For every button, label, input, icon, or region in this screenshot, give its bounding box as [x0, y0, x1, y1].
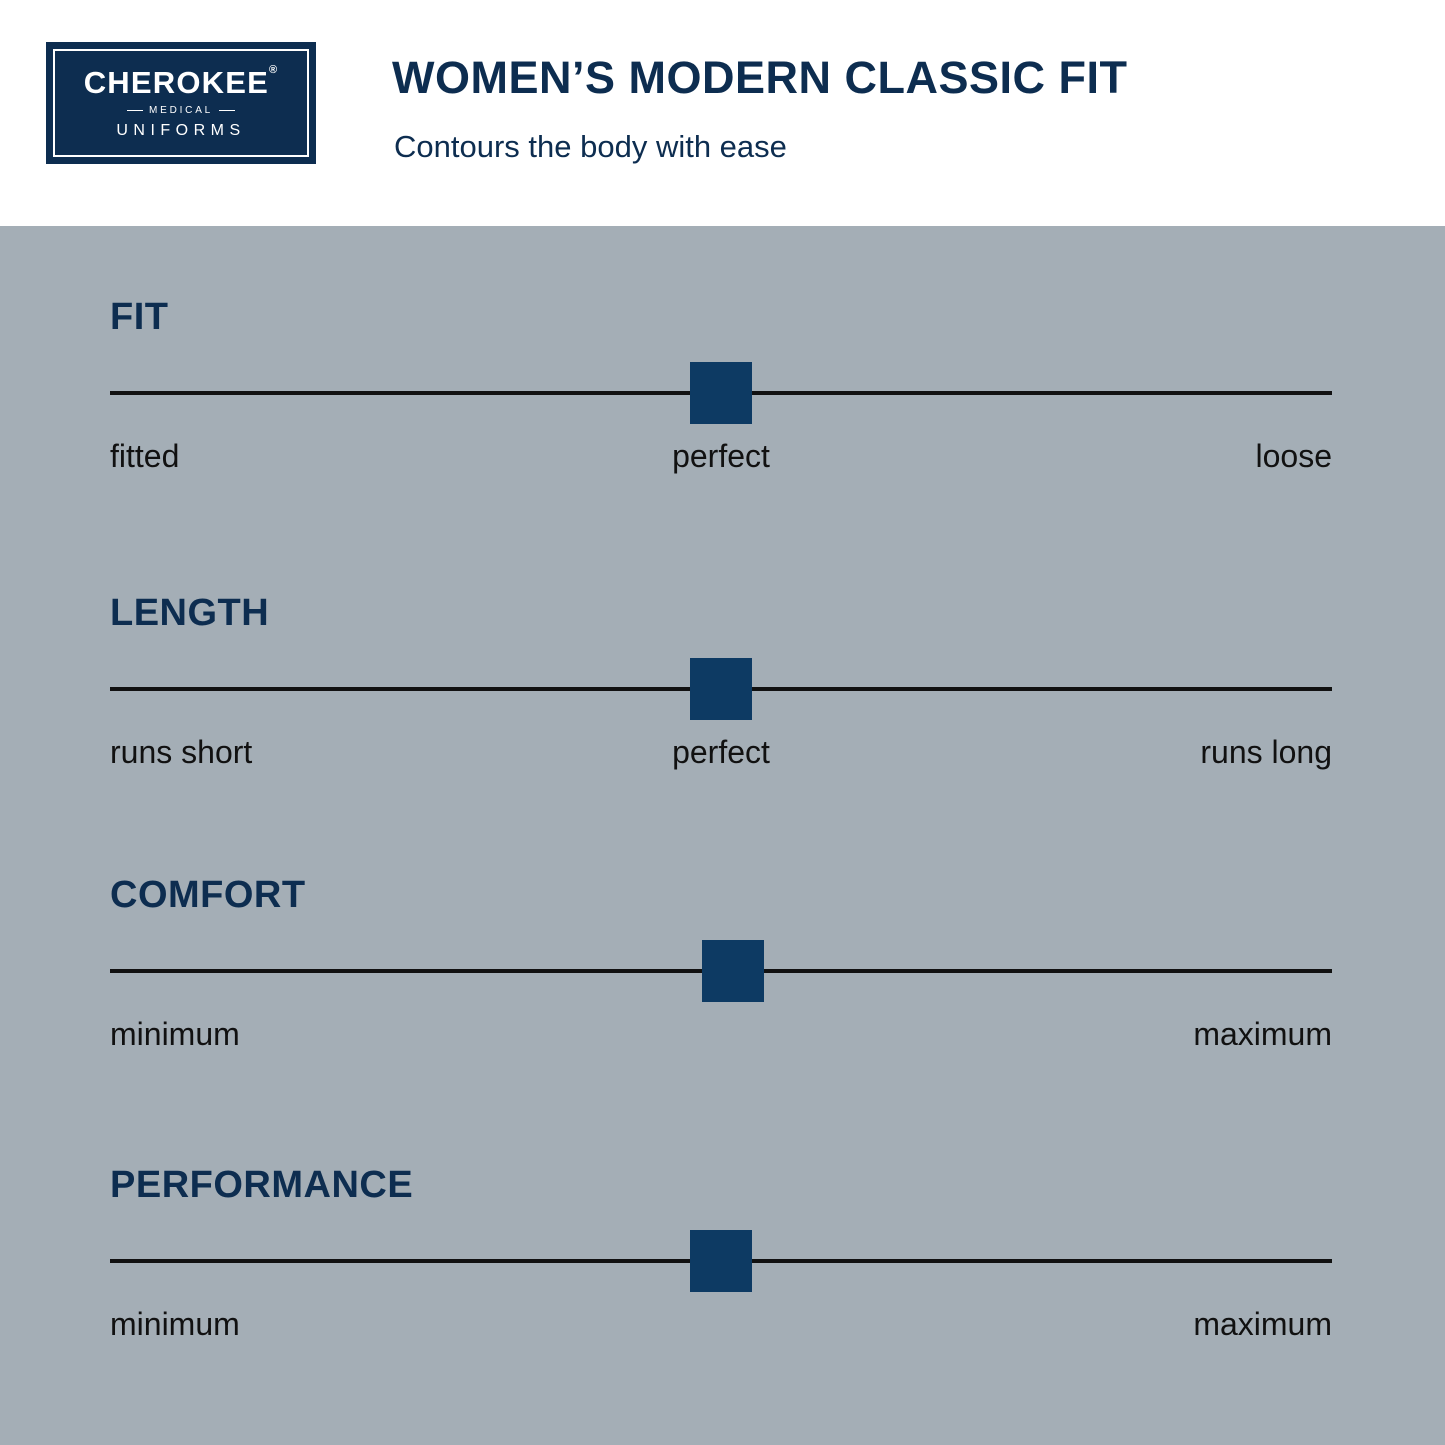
- brand-name-text: CHEROKEE: [83, 64, 269, 100]
- scale-comfort-track-wrap: [110, 940, 1332, 1002]
- scale-performance-tick-left: minimum: [110, 1306, 240, 1342]
- scale-performance-ticks: [110, 1306, 1332, 1350]
- scale-comfort-tick-right: maximum: [1193, 1016, 1332, 1052]
- registered-mark: ®: [268, 64, 279, 77]
- scale-performance-tick-right: maximum: [1193, 1306, 1332, 1342]
- scale-comfort-tick-left: minimum: [110, 1016, 240, 1052]
- scale-length: [110, 594, 1332, 778]
- scale-fit-tick-center: perfect: [672, 438, 770, 474]
- scale-performance-track-wrap: [110, 1230, 1332, 1292]
- scale-performance-label: PERFORMANCE: [110, 1164, 414, 1206]
- scale-length-marker[interactable]: [690, 658, 752, 720]
- fit-scales-panel: [0, 226, 1445, 1445]
- scale-comfort-marker[interactable]: [702, 940, 764, 1002]
- scale-length-ticks: [110, 734, 1332, 778]
- brand-logo: [46, 42, 316, 164]
- scale-length-track-wrap: [110, 658, 1332, 720]
- brand-name: [83, 64, 279, 100]
- brand-tagline-medical-text: MEDICAL: [148, 104, 214, 116]
- scale-fit: [110, 298, 1332, 482]
- brand-tagline-uniforms: UNIFORMS: [116, 121, 246, 139]
- page-title: WOMEN’S MODERN CLASSIC FIT: [392, 52, 1128, 103]
- scale-performance: [110, 1166, 1332, 1350]
- scale-fit-label: FIT: [110, 296, 169, 338]
- scale-fit-marker[interactable]: [690, 362, 752, 424]
- rule-right-icon: [219, 110, 235, 111]
- scale-performance-marker[interactable]: [690, 1230, 752, 1292]
- brand-logo-inner: [53, 49, 309, 157]
- scale-comfort-ticks: [110, 1016, 1332, 1060]
- scale-comfort-label: COMFORT: [110, 874, 306, 916]
- scale-length-tick-right: runs long: [1200, 734, 1332, 770]
- scale-length-tick-center: perfect: [672, 734, 770, 770]
- scale-fit-track-wrap: [110, 362, 1332, 424]
- scale-comfort: [110, 876, 1332, 1060]
- scale-length-label: LENGTH: [110, 592, 270, 634]
- scale-fit-tick-left: fitted: [110, 438, 180, 474]
- rule-left-icon: [127, 110, 143, 111]
- scale-fit-tick-right: loose: [1255, 438, 1332, 474]
- header: [0, 0, 1445, 226]
- scale-length-tick-left: runs short: [110, 734, 253, 770]
- page-subtitle: Contours the body with ease: [394, 129, 787, 164]
- scale-fit-ticks: [110, 438, 1332, 482]
- brand-tagline-medical: [127, 105, 235, 116]
